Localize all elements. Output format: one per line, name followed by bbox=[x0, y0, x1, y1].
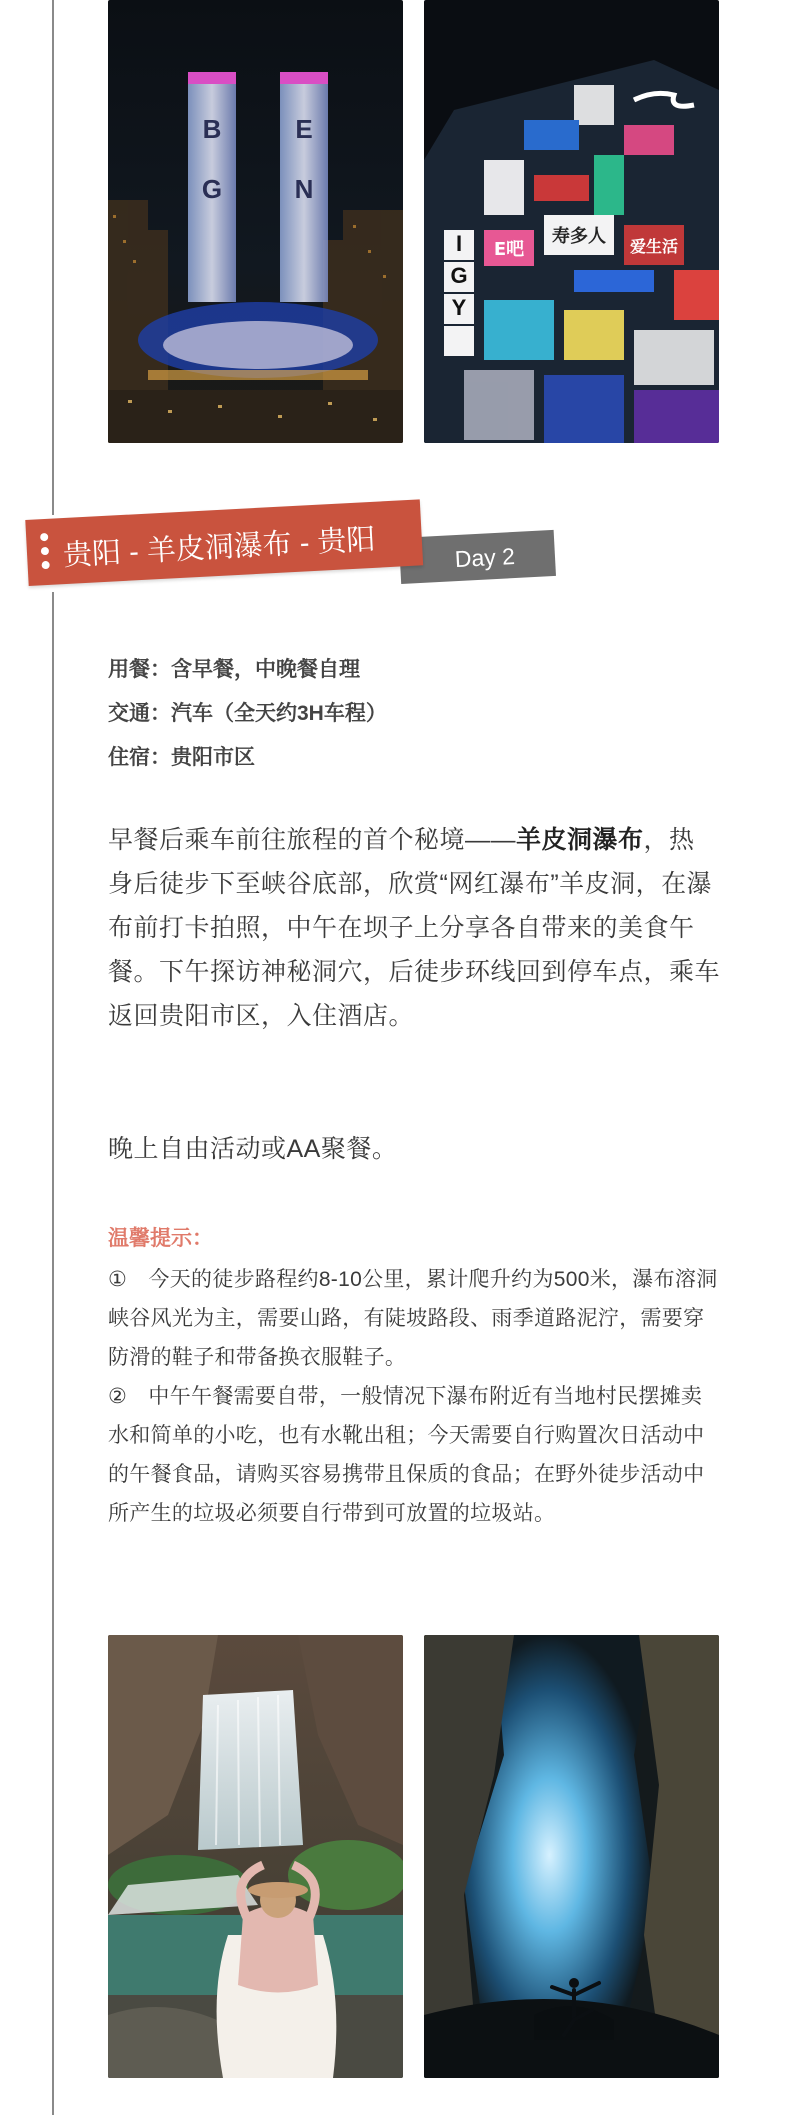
tower-letter-e: E bbox=[295, 114, 313, 144]
photo-cave bbox=[424, 1635, 719, 2078]
tower-letter-b: B bbox=[202, 114, 222, 144]
timeline-line-top bbox=[52, 0, 54, 515]
day-description bbox=[108, 818, 720, 1038]
trip-info bbox=[108, 648, 387, 780]
neon-letter-i: I bbox=[455, 231, 463, 256]
lodging-info: 住宿：贵阳市区 bbox=[108, 746, 255, 769]
photo-twin-towers bbox=[108, 0, 403, 443]
neon-sign-eba: E吧 bbox=[493, 239, 525, 260]
tower-letter-n: N bbox=[294, 174, 314, 204]
neon-sign-aishenghuo: 爱生活 bbox=[629, 237, 679, 256]
description-part2: ，热身后徒步下至峡谷底部，欣赏“网红瀑布”羊皮洞，在瀑布前打卡拍照，中午在坝子上分享各自带来的美食午餐。下午探访神秘洞穴，后徒步环线回到停车点，乘车返回贵阳市区，入住酒店。 bbox=[108, 826, 721, 1030]
description-highlight: 羊皮洞瀑布 bbox=[516, 826, 644, 854]
transport-info: 交通：汽车（全天约3H车程） bbox=[108, 702, 387, 725]
timeline-line-bottom bbox=[52, 592, 54, 2115]
route-banner bbox=[25, 499, 423, 586]
tips-list bbox=[108, 1260, 722, 1533]
meals-info: 用餐：含早餐，中晚餐自理 bbox=[108, 658, 360, 681]
day-label: Day 2 bbox=[454, 542, 516, 573]
banner-dots-icon bbox=[40, 533, 52, 575]
tips-title: 温馨提示： bbox=[108, 1227, 213, 1250]
tower-letter-g: G bbox=[201, 174, 223, 204]
route-title: 贵阳 - 羊皮洞瀑布 - 贵阳 bbox=[62, 523, 377, 573]
tip-item-2: ② 中午午餐需要自带，一般情况下瀑布附近有当地村民摆摊卖水和简单的小吃，也有水靴出租；今天需要自行购置次日活动中的午餐食品，请购买容易携带且保质的食品；在野外徒步活动中所产生的垃圾必须要自行带到可放置的垃圾站。 bbox=[108, 1385, 705, 1525]
evening-note: 晚上自由活动或AA聚餐。 bbox=[108, 1135, 398, 1163]
photo-waterfall bbox=[108, 1635, 403, 2078]
photo-neon-street bbox=[424, 0, 719, 443]
tip-item-1: ① 今天的徒步路程约8-10公里，累计爬升约为500米，瀑布溶洞峡谷风光为主，需要山路，有陡坡路段、雨季道路泥泞，需要穿防滑的鞋子和带备换衣服鞋子。 bbox=[108, 1268, 718, 1369]
neon-letter-y: Y bbox=[451, 295, 467, 320]
neon-letter-g: G bbox=[450, 263, 468, 288]
neon-sign-shouduoren: 寿多人 bbox=[552, 226, 606, 247]
description-part1: 早餐后乘车前往旅程的首个秘境—— bbox=[108, 826, 517, 854]
